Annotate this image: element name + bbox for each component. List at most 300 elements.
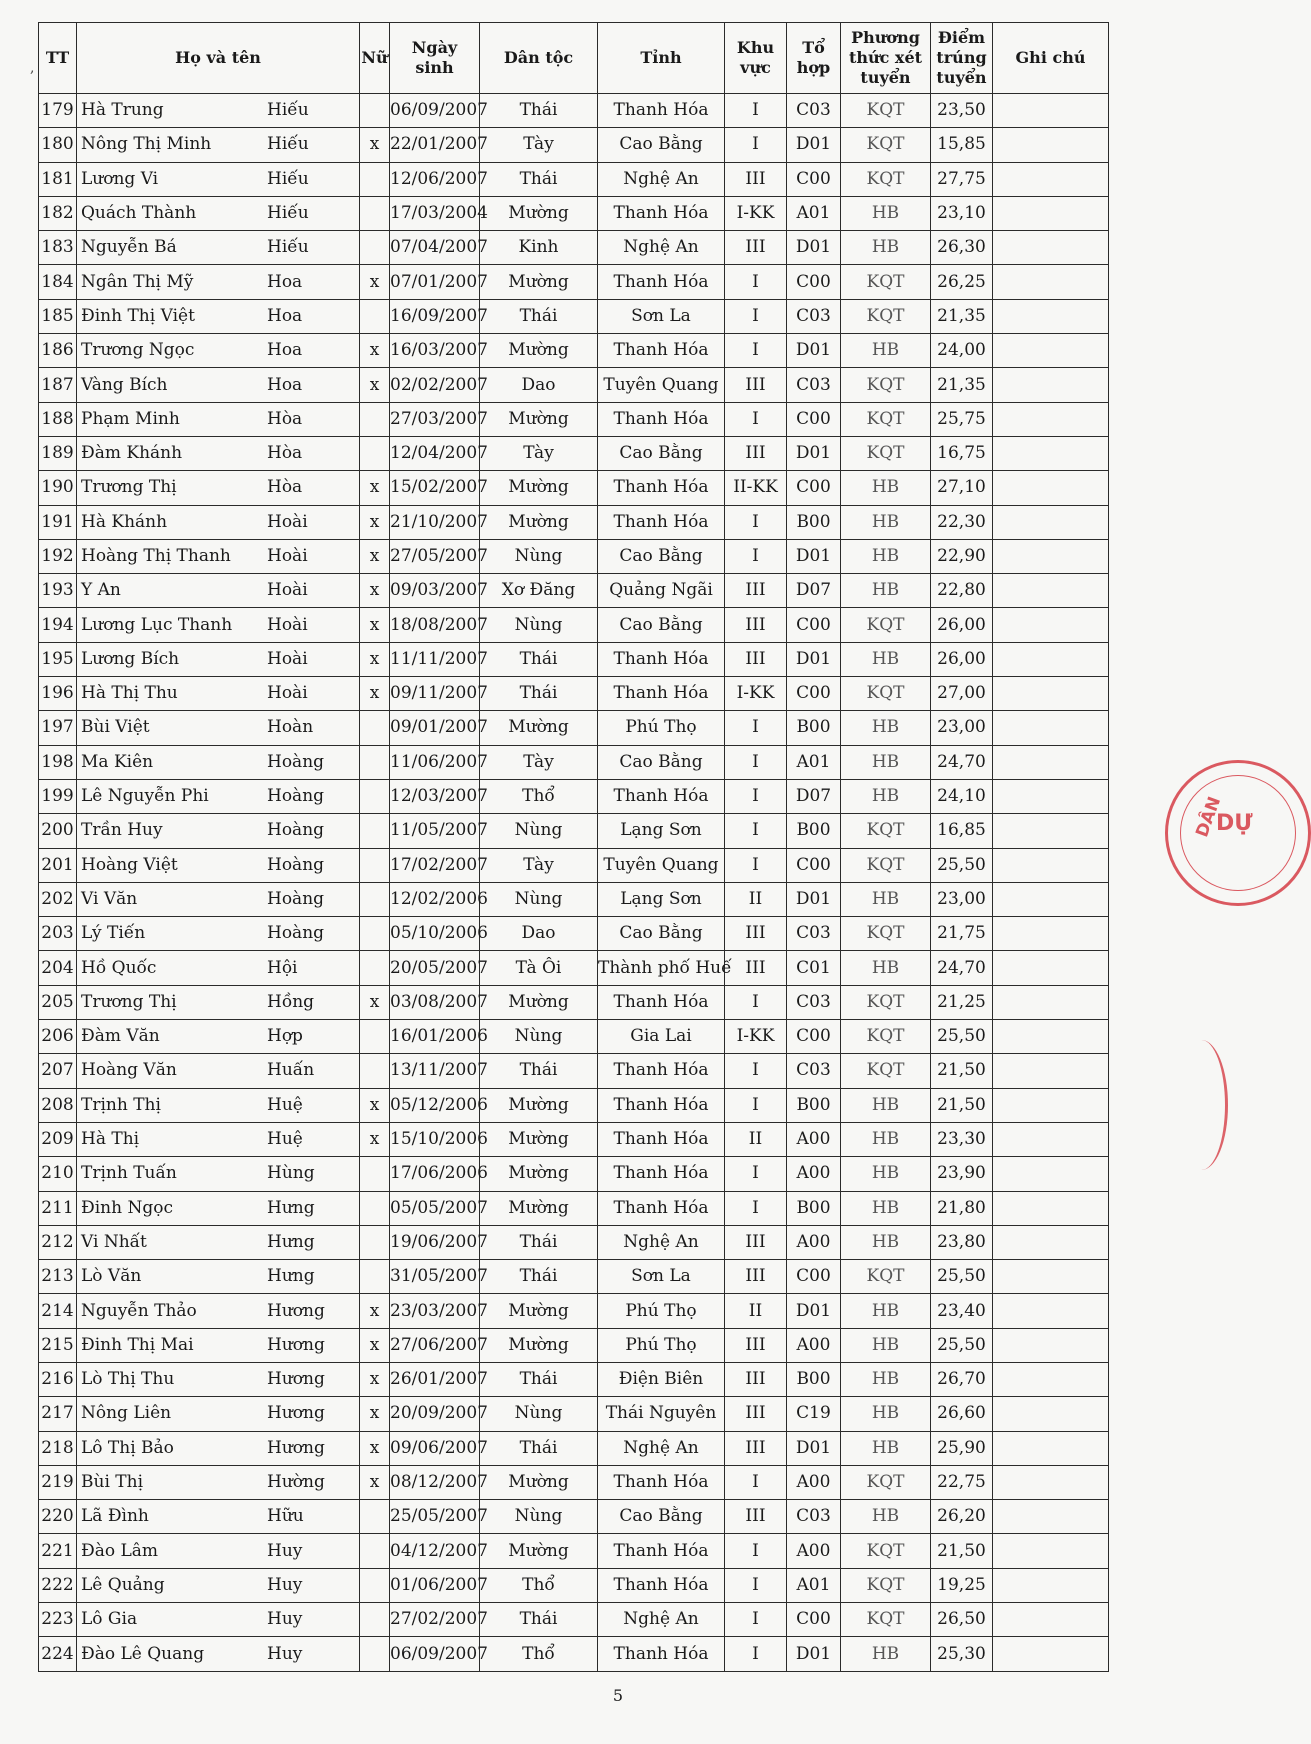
cell-ngay-sinh: 09/06/2007: [390, 1431, 480, 1465]
cell-dan-toc: Thái: [480, 1225, 598, 1259]
cell-ho: Hoàng Văn: [81, 1060, 177, 1081]
cell-tt: 188: [39, 402, 77, 436]
cell-ten: Hương: [267, 1334, 325, 1355]
cell-ghi-chu: [993, 539, 1109, 573]
cell-phuong-thuc: HB: [841, 1500, 931, 1534]
table-row: [39, 1397, 1109, 1431]
cell-diem: 22,30: [931, 505, 993, 539]
cell-phuong-thuc: KQT: [841, 368, 931, 402]
header-ho-ten: Họ và tên: [77, 23, 360, 94]
cell-nu: [360, 1054, 390, 1088]
cell-tinh: Thành phố Huế: [598, 951, 725, 985]
cell-ngay-sinh: 12/06/2007: [390, 162, 480, 196]
cell-dan-toc: Thổ: [480, 779, 598, 813]
cell-ngay-sinh: 17/02/2007: [390, 848, 480, 882]
cell-nu: x: [360, 574, 390, 608]
cell-to-hop: C03: [787, 917, 841, 951]
table-header-row: [39, 23, 1109, 94]
cell-to-hop: D01: [787, 642, 841, 676]
table-row: [39, 505, 1109, 539]
cell-ho: Trần Huy: [81, 820, 163, 841]
cell-ten: Hiếu: [267, 134, 309, 155]
cell-ho: Đàm Văn: [81, 1026, 160, 1047]
cell-diem: 21,25: [931, 985, 993, 1019]
cell-dan-toc: Thái: [480, 299, 598, 333]
cell-ngay-sinh: 19/06/2007: [390, 1225, 480, 1259]
table-row: [39, 882, 1109, 916]
cell-tt: 219: [39, 1465, 77, 1499]
cell-phuong-thuc: HB: [841, 231, 931, 265]
cell-to-hop: C00: [787, 1260, 841, 1294]
cell-ho-ten: [77, 882, 360, 916]
cell-dan-toc: Thái: [480, 1362, 598, 1396]
cell-tinh: Thanh Hóa: [598, 1054, 725, 1088]
cell-ho: Lương Lục Thanh: [81, 614, 233, 635]
cell-tinh: Sơn La: [598, 1260, 725, 1294]
cell-dan-toc: Mường: [480, 334, 598, 368]
cell-ghi-chu: [993, 1020, 1109, 1054]
cell-to-hop: B00: [787, 505, 841, 539]
cell-dan-toc: Nùng: [480, 1397, 598, 1431]
cell-phuong-thuc: KQT: [841, 917, 931, 951]
cell-ho: Hà Thị: [81, 1129, 140, 1150]
cell-tt: 196: [39, 677, 77, 711]
cell-ghi-chu: [993, 162, 1109, 196]
cell-phuong-thuc: KQT: [841, 1568, 931, 1602]
cell-khu-vuc: III: [725, 1500, 787, 1534]
cell-diem: 15,85: [931, 128, 993, 162]
header-to-hop: Tổ hợp: [787, 23, 841, 94]
cell-ghi-chu: [993, 951, 1109, 985]
cell-khu-vuc: I: [725, 94, 787, 128]
header-khu-vuc: Khu vực: [725, 23, 787, 94]
cell-to-hop: D01: [787, 1294, 841, 1328]
cell-ho-ten: [77, 334, 360, 368]
cell-ho-ten: [77, 1603, 360, 1637]
cell-diem: 24,00: [931, 334, 993, 368]
cell-nu: [360, 917, 390, 951]
cell-to-hop: C03: [787, 299, 841, 333]
cell-nu: [360, 1157, 390, 1191]
cell-ho: Ma Kiên: [81, 751, 154, 772]
cell-to-hop: A01: [787, 196, 841, 230]
cell-ten: Huấn: [267, 1060, 315, 1081]
cell-nu: [360, 951, 390, 985]
cell-diem: 24,10: [931, 779, 993, 813]
seal-text-3: DỰ: [1216, 811, 1253, 836]
cell-ghi-chu: [993, 642, 1109, 676]
cell-nu: x: [360, 1397, 390, 1431]
cell-ho-ten: [77, 779, 360, 813]
cell-ho: Nông Thị Minh: [81, 134, 212, 155]
cell-khu-vuc: I: [725, 1054, 787, 1088]
cell-ho-ten: [77, 539, 360, 573]
cell-ngay-sinh: 11/05/2007: [390, 814, 480, 848]
cell-diem: 27,75: [931, 162, 993, 196]
table-row: [39, 1637, 1109, 1671]
cell-ho: Lương Vi: [81, 168, 159, 189]
cell-nu: x: [360, 265, 390, 299]
cell-tinh: Phú Thọ: [598, 1328, 725, 1362]
table-row: [39, 1020, 1109, 1054]
cell-khu-vuc: III: [725, 1431, 787, 1465]
table-row: [39, 985, 1109, 1019]
cell-dan-toc: Tày: [480, 128, 598, 162]
cell-dan-toc: Tày: [480, 436, 598, 470]
cell-ngay-sinh: 22/01/2007: [390, 128, 480, 162]
cell-ten: Hoài: [267, 614, 308, 635]
cell-nu: x: [360, 677, 390, 711]
cell-tinh: Thanh Hóa: [598, 334, 725, 368]
cell-phuong-thuc: KQT: [841, 299, 931, 333]
cell-tt: 221: [39, 1534, 77, 1568]
cell-tinh: Thanh Hóa: [598, 1157, 725, 1191]
cell-diem: 22,80: [931, 574, 993, 608]
cell-dan-toc: Mường: [480, 1122, 598, 1156]
cell-nu: [360, 711, 390, 745]
corner-tick-mark: ,: [30, 60, 35, 76]
table-row: [39, 917, 1109, 951]
cell-ghi-chu: [993, 505, 1109, 539]
cell-ten: Hoa: [267, 271, 303, 292]
cell-ghi-chu: [993, 1157, 1109, 1191]
cell-ho: Trịnh Thị: [81, 1094, 161, 1115]
cell-dan-toc: Thái: [480, 162, 598, 196]
cell-dan-toc: Mường: [480, 1534, 598, 1568]
cell-khu-vuc: I: [725, 779, 787, 813]
cell-tt: 218: [39, 1431, 77, 1465]
cell-ngay-sinh: 27/02/2007: [390, 1603, 480, 1637]
cell-ten: Hương: [267, 1403, 325, 1424]
cell-ghi-chu: [993, 94, 1109, 128]
cell-to-hop: B00: [787, 1191, 841, 1225]
cell-to-hop: D01: [787, 231, 841, 265]
cell-dan-toc: Nùng: [480, 539, 598, 573]
cell-tinh: Sơn La: [598, 299, 725, 333]
cell-ho: Lô Thị Bảo: [81, 1437, 174, 1458]
cell-dan-toc: Thổ: [480, 1637, 598, 1671]
cell-diem: 23,40: [931, 1294, 993, 1328]
table-row: [39, 299, 1109, 333]
cell-nu: [360, 1020, 390, 1054]
cell-ho-ten: [77, 368, 360, 402]
cell-phuong-thuc: HB: [841, 539, 931, 573]
cell-ho: Ngân Thị Mỹ: [81, 271, 194, 292]
cell-nu: x: [360, 505, 390, 539]
table-row: [39, 642, 1109, 676]
cell-phuong-thuc: HB: [841, 471, 931, 505]
cell-ten: Hương: [267, 1369, 325, 1390]
cell-ten: Huy: [267, 1643, 303, 1664]
cell-tt: 191: [39, 505, 77, 539]
table-row: [39, 1328, 1109, 1362]
cell-nu: [360, 94, 390, 128]
cell-ho: Đinh Thị Mai: [81, 1334, 194, 1355]
cell-ten: Huy: [267, 1609, 303, 1630]
table-row: [39, 265, 1109, 299]
page-number: 5: [612, 1686, 624, 1705]
cell-nu: [360, 1637, 390, 1671]
cell-ngay-sinh: 27/05/2007: [390, 539, 480, 573]
cell-nu: [360, 1191, 390, 1225]
cell-tinh: Thanh Hóa: [598, 94, 725, 128]
cell-ho: Đinh Thị Việt: [81, 305, 195, 326]
cell-ho: Đàm Khánh: [81, 443, 183, 464]
cell-dan-toc: Nùng: [480, 608, 598, 642]
cell-dan-toc: Dao: [480, 917, 598, 951]
cell-ho: Trương Ngọc: [81, 340, 195, 361]
cell-phuong-thuc: HB: [841, 1397, 931, 1431]
cell-ngay-sinh: 07/04/2007: [390, 231, 480, 265]
cell-to-hop: B00: [787, 1362, 841, 1396]
cell-ghi-chu: [993, 1088, 1109, 1122]
cell-nu: x: [360, 1088, 390, 1122]
table-row: [39, 162, 1109, 196]
cell-khu-vuc: III: [725, 1397, 787, 1431]
cell-phuong-thuc: HB: [841, 196, 931, 230]
cell-ghi-chu: [993, 1568, 1109, 1602]
cell-ghi-chu: [993, 1191, 1109, 1225]
cell-phuong-thuc: KQT: [841, 162, 931, 196]
cell-to-hop: C03: [787, 368, 841, 402]
cell-diem: 21,35: [931, 368, 993, 402]
cell-khu-vuc: I: [725, 1637, 787, 1671]
cell-nu: [360, 231, 390, 265]
cell-ngay-sinh: 05/05/2007: [390, 1191, 480, 1225]
cell-diem: 25,75: [931, 402, 993, 436]
cell-to-hop: B00: [787, 1088, 841, 1122]
cell-ten: Hương: [267, 1437, 325, 1458]
cell-diem: 26,25: [931, 265, 993, 299]
cell-ghi-chu: [993, 1397, 1109, 1431]
cell-ten: Hiếu: [267, 100, 309, 121]
cell-nu: x: [360, 1465, 390, 1499]
cell-ho: Lò Văn: [81, 1266, 142, 1287]
cell-nu: [360, 1260, 390, 1294]
cell-ngay-sinh: 02/02/2007: [390, 368, 480, 402]
cell-dan-toc: Mường: [480, 1157, 598, 1191]
cell-ngay-sinh: 20/05/2007: [390, 951, 480, 985]
cell-ngay-sinh: 13/11/2007: [390, 1054, 480, 1088]
cell-tt: 185: [39, 299, 77, 333]
cell-ho: Trịnh Tuấn: [81, 1163, 177, 1184]
cell-tt: 224: [39, 1637, 77, 1671]
cell-khu-vuc: II: [725, 1294, 787, 1328]
cell-ten: Hưng: [267, 1197, 315, 1218]
cell-ho: Hà Khánh: [81, 511, 168, 532]
cell-ten: Hoàn: [267, 717, 314, 738]
cell-ten: Hòa: [267, 477, 303, 498]
cell-nu: x: [360, 1328, 390, 1362]
cell-khu-vuc: III: [725, 231, 787, 265]
cell-ten: Hoài: [267, 580, 308, 601]
cell-ho: Nguyễn Bá: [81, 237, 177, 258]
cell-tt: 210: [39, 1157, 77, 1191]
cell-dan-toc: Xơ Đăng: [480, 574, 598, 608]
table-row: [39, 608, 1109, 642]
cell-ten: Huy: [267, 1574, 303, 1595]
cell-to-hop: A00: [787, 1465, 841, 1499]
cell-khu-vuc: I: [725, 265, 787, 299]
table-row: [39, 471, 1109, 505]
cell-ngay-sinh: 25/05/2007: [390, 1500, 480, 1534]
cell-tt: 180: [39, 128, 77, 162]
cell-diem: 26,00: [931, 642, 993, 676]
cell-ho-ten: [77, 299, 360, 333]
cell-phuong-thuc: HB: [841, 1637, 931, 1671]
cell-phuong-thuc: HB: [841, 642, 931, 676]
cell-dan-toc: Thái: [480, 94, 598, 128]
cell-diem: 19,25: [931, 1568, 993, 1602]
cell-to-hop: D01: [787, 1431, 841, 1465]
cell-phuong-thuc: KQT: [841, 436, 931, 470]
cell-tt: 189: [39, 436, 77, 470]
cell-phuong-thuc: HB: [841, 1431, 931, 1465]
cell-ho: Vàng Bích: [81, 374, 168, 395]
cell-ten: Huy: [267, 1540, 303, 1561]
cell-ten: Hiếu: [267, 168, 309, 189]
cell-phuong-thuc: HB: [841, 779, 931, 813]
cell-ho-ten: [77, 1568, 360, 1602]
cell-ho: Nông Liên: [81, 1403, 172, 1424]
cell-ten: Hoàng: [267, 888, 325, 909]
cell-ho-ten: [77, 1534, 360, 1568]
cell-tt: 202: [39, 882, 77, 916]
cell-ngay-sinh: 15/10/2006: [390, 1122, 480, 1156]
cell-ho-ten: [77, 128, 360, 162]
cell-dan-toc: Mường: [480, 1294, 598, 1328]
cell-diem: 26,30: [931, 231, 993, 265]
cell-ten: Hoài: [267, 648, 308, 669]
cell-ho: Trương Thị: [81, 477, 177, 498]
cell-khu-vuc: I: [725, 745, 787, 779]
cell-dan-toc: Nùng: [480, 1500, 598, 1534]
cell-phuong-thuc: KQT: [841, 1054, 931, 1088]
cell-ngay-sinh: 16/09/2007: [390, 299, 480, 333]
cell-phuong-thuc: HB: [841, 1088, 931, 1122]
cell-ghi-chu: [993, 265, 1109, 299]
cell-ho-ten: [77, 814, 360, 848]
cell-ho: Lý Tiến: [81, 923, 146, 944]
cell-ngay-sinh: 27/06/2007: [390, 1328, 480, 1362]
red-seal-stamp: [1165, 760, 1311, 906]
table-row: [39, 1088, 1109, 1122]
cell-tinh: Cao Bằng: [598, 745, 725, 779]
cell-ngay-sinh: 05/12/2006: [390, 1088, 480, 1122]
cell-ten: Hồng: [267, 991, 315, 1012]
cell-ten: Hoài: [267, 511, 308, 532]
cell-ghi-chu: [993, 882, 1109, 916]
cell-ho-ten: [77, 94, 360, 128]
cell-tinh: Điện Biên: [598, 1362, 725, 1396]
cell-ten: Hường: [267, 1472, 325, 1493]
cell-tinh: Thanh Hóa: [598, 1465, 725, 1499]
cell-nu: [360, 814, 390, 848]
cell-nu: [360, 1500, 390, 1534]
table-row: [39, 1294, 1109, 1328]
cell-ghi-chu: [993, 402, 1109, 436]
cell-tt: 216: [39, 1362, 77, 1396]
cell-to-hop: C01: [787, 951, 841, 985]
header-nu: Nữ: [360, 23, 390, 94]
cell-phuong-thuc: KQT: [841, 265, 931, 299]
cell-ho: Hà Thị Thu: [81, 683, 178, 704]
cell-ghi-chu: [993, 1362, 1109, 1396]
cell-khu-vuc: I-KK: [725, 677, 787, 711]
cell-ghi-chu: [993, 608, 1109, 642]
cell-to-hop: D07: [787, 779, 841, 813]
cell-ho-ten: [77, 608, 360, 642]
cell-ho-ten: [77, 505, 360, 539]
cell-tinh: Cao Bằng: [598, 128, 725, 162]
cell-nu: x: [360, 1362, 390, 1396]
cell-dan-toc: Mường: [480, 471, 598, 505]
cell-nu: x: [360, 1431, 390, 1465]
cell-dan-toc: Mường: [480, 1191, 598, 1225]
cell-dan-toc: Nùng: [480, 1020, 598, 1054]
cell-ho-ten: [77, 848, 360, 882]
cell-ngay-sinh: 09/11/2007: [390, 677, 480, 711]
cell-to-hop: C00: [787, 402, 841, 436]
cell-dan-toc: Nùng: [480, 882, 598, 916]
cell-ho: Lô Gia: [81, 1609, 138, 1630]
cell-ho: Đào Lâm: [81, 1540, 159, 1561]
cell-dan-toc: Thái: [480, 1054, 598, 1088]
cell-nu: [360, 1225, 390, 1259]
cell-diem: 23,90: [931, 1157, 993, 1191]
cell-to-hop: C00: [787, 162, 841, 196]
cell-ho-ten: [77, 1260, 360, 1294]
cell-tt: 190: [39, 471, 77, 505]
cell-to-hop: C00: [787, 1603, 841, 1637]
header-ghi-chu: Ghi chú: [993, 23, 1109, 94]
cell-phuong-thuc: KQT: [841, 985, 931, 1019]
cell-khu-vuc: I: [725, 814, 787, 848]
cell-ghi-chu: [993, 436, 1109, 470]
cell-dan-toc: Thái: [480, 1603, 598, 1637]
cell-phuong-thuc: HB: [841, 574, 931, 608]
cell-to-hop: D01: [787, 128, 841, 162]
cell-dan-toc: Tà Ôi: [480, 951, 598, 985]
table-row: [39, 1534, 1109, 1568]
cell-tt: 201: [39, 848, 77, 882]
cell-tt: 204: [39, 951, 77, 985]
admission-list-sheet: [38, 22, 1108, 1672]
table-row: [39, 1568, 1109, 1602]
cell-diem: 22,90: [931, 539, 993, 573]
cell-ho-ten: [77, 745, 360, 779]
cell-tt: 195: [39, 642, 77, 676]
cell-tinh: Cao Bằng: [598, 1500, 725, 1534]
cell-ghi-chu: [993, 1294, 1109, 1328]
table-row: [39, 1054, 1109, 1088]
table-row: [39, 539, 1109, 573]
cell-tt: 217: [39, 1397, 77, 1431]
cell-to-hop: A00: [787, 1225, 841, 1259]
cell-ghi-chu: [993, 814, 1109, 848]
cell-nu: [360, 848, 390, 882]
cell-dan-toc: Mường: [480, 505, 598, 539]
cell-ghi-chu: [993, 1225, 1109, 1259]
cell-tt: 179: [39, 94, 77, 128]
cell-nu: [360, 779, 390, 813]
cell-ho: Trương Thị: [81, 991, 177, 1012]
cell-phuong-thuc: HB: [841, 1294, 931, 1328]
cell-tt: 200: [39, 814, 77, 848]
cell-ten: Hợp: [267, 1026, 303, 1047]
cell-dan-toc: Thái: [480, 1260, 598, 1294]
cell-nu: x: [360, 539, 390, 573]
